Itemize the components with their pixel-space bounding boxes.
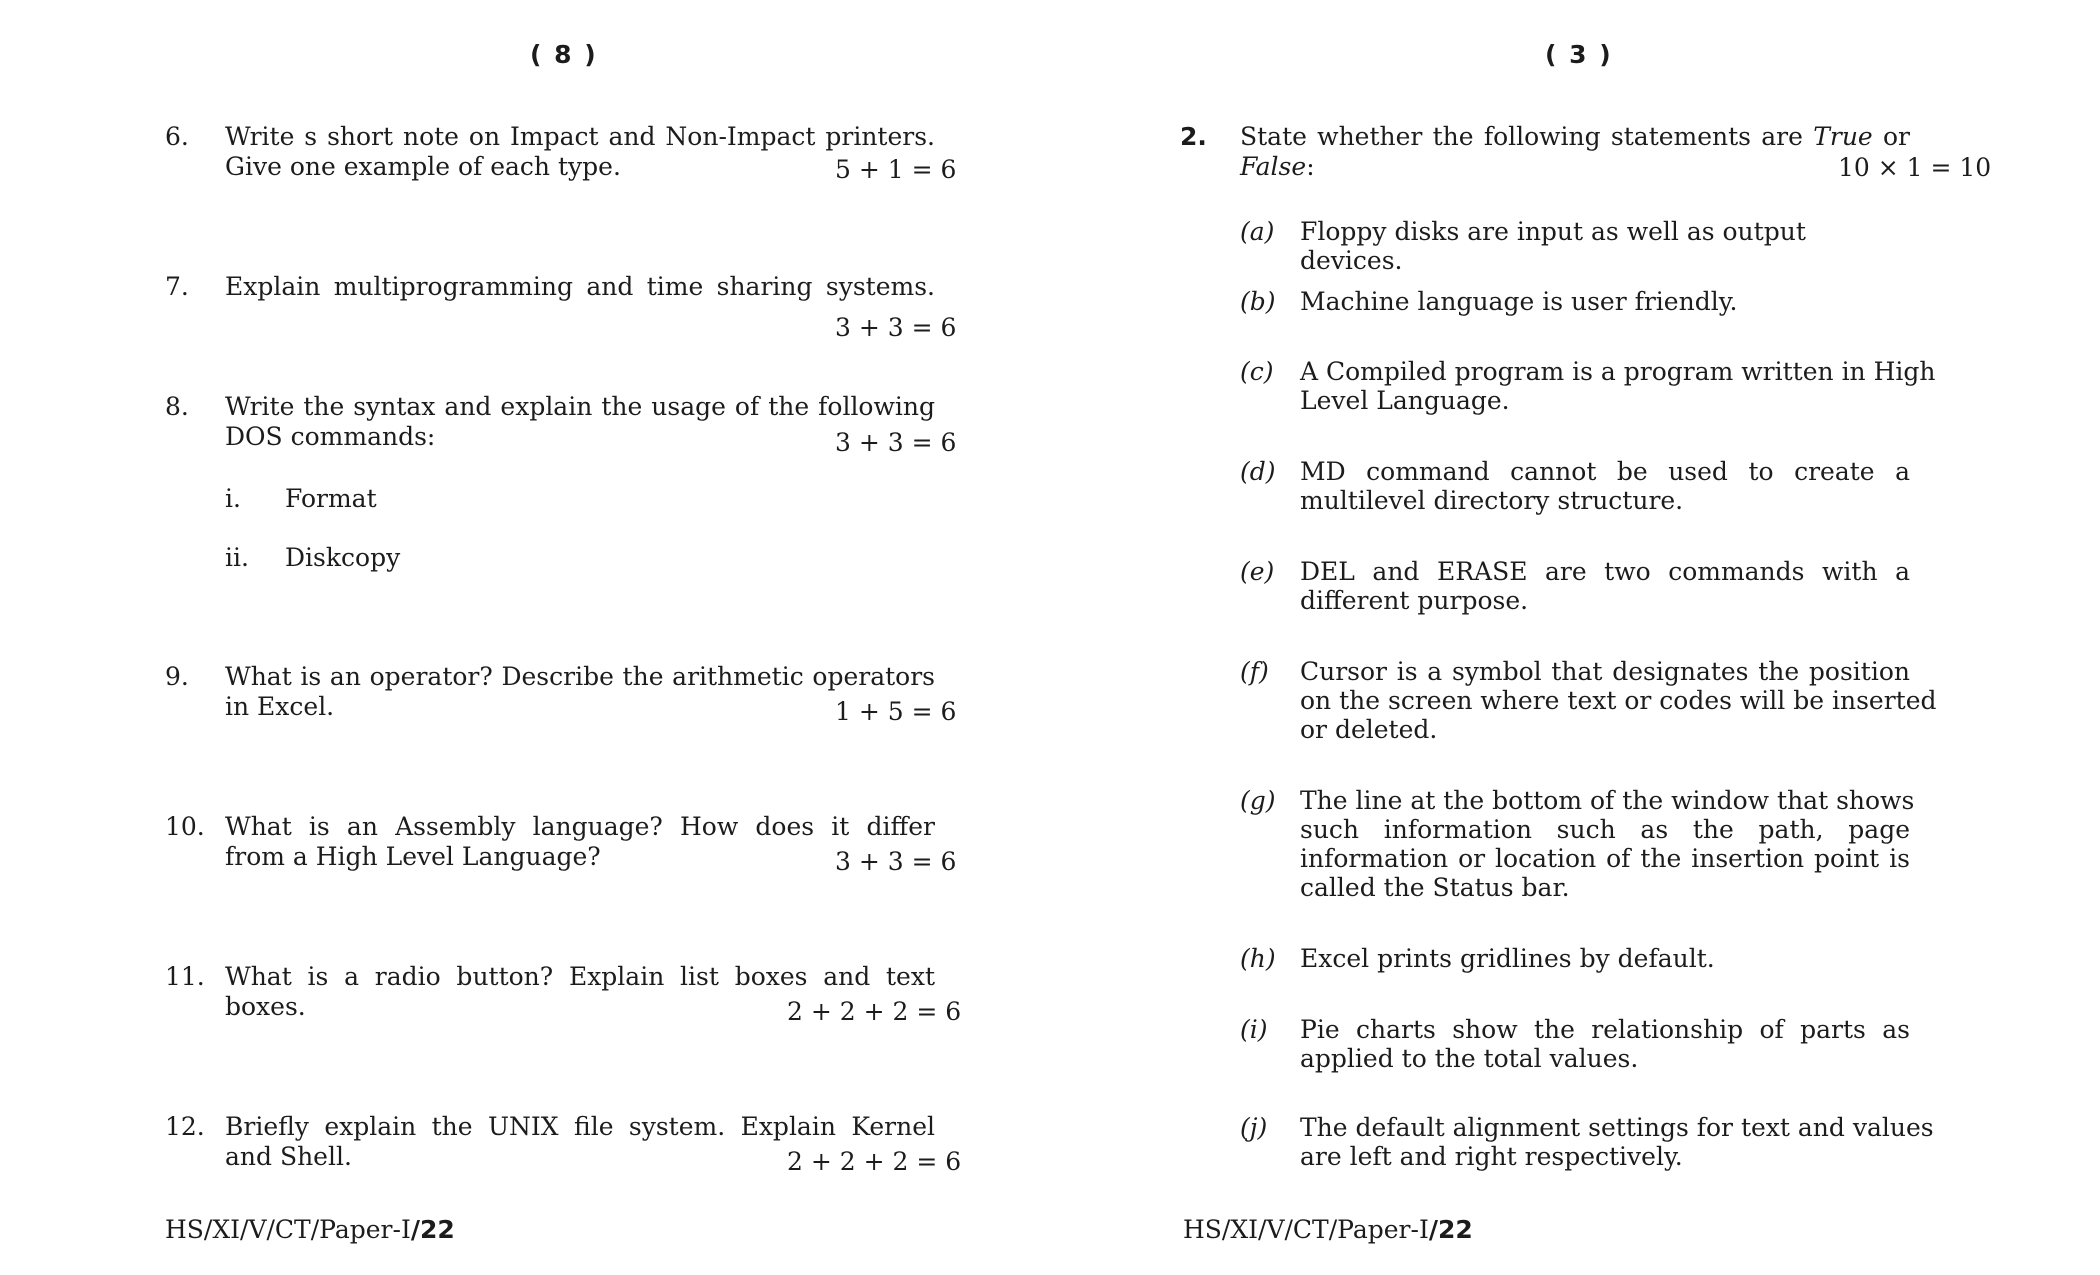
question-text-line: DOS commands: — [225, 422, 436, 451]
marks-q2: 10 × 1 = 10 — [1838, 153, 1992, 182]
statement-text-line: or deleted. — [1300, 715, 1438, 744]
question-text-line: What is a radio button? Explain list boxes and text — [225, 962, 935, 991]
question-text-line: boxes. — [225, 992, 306, 1021]
question-number: 6. — [165, 122, 189, 151]
list-item-label: i. — [225, 484, 241, 513]
list-item-label: ii. — [225, 543, 249, 572]
question-text-line: from a High Level Language? — [225, 842, 601, 871]
statement-text-line: MD command cannot be used to create a — [1300, 457, 1910, 486]
statement-text-line: Machine language is user friendly. — [1300, 287, 1738, 316]
statement-text-line: DEL and ERASE are two commands with a — [1300, 557, 1910, 586]
statement-text-line: multilevel directory structure. — [1300, 486, 1684, 515]
marks-q12: 2 + 2 + 2 = 6 — [787, 1147, 962, 1176]
question-text-line: What is an Assembly language? How does it differ — [225, 812, 935, 841]
question-text-line: Write the syntax and explain the usage of the following — [225, 392, 935, 421]
statement-label: (g) — [1240, 786, 1276, 815]
statement-text-line: The default alignment settings for text and values — [1300, 1113, 1934, 1142]
statement-label: (d) — [1240, 457, 1276, 486]
list-item-text: Diskcopy — [285, 543, 401, 572]
question-intro-line — [1240, 122, 1910, 152]
intro-or: or — [1882, 122, 1910, 151]
statement-text-line: applied to the total values. — [1300, 1044, 1639, 1073]
question-number: 7. — [165, 272, 189, 301]
intro-true: True — [1813, 122, 1873, 151]
question-text-line: Write s short note on Impact and Non-Impact printers. — [225, 122, 935, 151]
question-number: 11. — [165, 962, 205, 991]
statement-text-line: Cursor is a symbol that designates the position — [1300, 657, 1910, 686]
statement-label: (a) — [1240, 217, 1275, 246]
statement-text-line: are left and right respectively. — [1300, 1142, 1683, 1171]
marks-q9: 1 + 5 = 6 — [835, 697, 957, 726]
statement-label: (i) — [1240, 1015, 1268, 1044]
question-text-line: What is an operator? Describe the arithmetic operators — [225, 662, 935, 691]
intro-text: State whether the following statements are — [1240, 122, 1803, 151]
statement-text-line: information or location of the insertion point is — [1300, 844, 1910, 873]
statement-label: (c) — [1240, 357, 1274, 386]
question-text-line: Give one example of each type. — [225, 152, 621, 181]
statement-text-line: such information such as the path, page — [1300, 815, 1910, 844]
question-number: 9. — [165, 662, 189, 691]
intro-false: False — [1240, 152, 1307, 181]
footer-suffix: /22 — [410, 1215, 455, 1244]
statement-label: (h) — [1240, 944, 1276, 973]
marks-q11: 2 + 2 + 2 = 6 — [787, 997, 962, 1026]
footer-code: HS/XI/V/CT/Paper-I — [1183, 1215, 1429, 1244]
statement-label: (f) — [1240, 657, 1269, 686]
marks-q8: 3 + 3 = 6 — [835, 428, 957, 457]
statement-text-line: different purpose. — [1300, 586, 1529, 615]
statement-text-line: Floppy disks are input as well as output devices. — [1300, 217, 1806, 275]
question-number: 10. — [165, 812, 205, 841]
statement-label: (j) — [1240, 1113, 1268, 1142]
statement-text-line: The line at the bottom of the window that shows — [1300, 786, 1915, 815]
page-number-right: ( 3 ) — [1545, 40, 1613, 69]
footer-code-left — [165, 1215, 455, 1245]
statement-text-line: Level Language. — [1300, 386, 1510, 415]
statement-text-line: Excel prints gridlines by default. — [1300, 944, 1715, 973]
statement-text-line: A Compiled program is a program written in High — [1300, 357, 1936, 386]
question-text-line: Briefly explain the UNIX file system. Explain Kernel — [225, 1112, 935, 1141]
question-text-line: and Shell. — [225, 1142, 352, 1171]
statement-label: (b) — [1240, 287, 1276, 316]
intro-colon: : — [1306, 152, 1315, 181]
question-text-line: in Excel. — [225, 692, 335, 721]
question-number: 2. — [1180, 122, 1207, 151]
statement-text-line: Pie charts show the relationship of parts as — [1300, 1015, 1910, 1044]
question-number: 8. — [165, 392, 189, 421]
question-text-line: Explain multiprogramming and time sharing systems. — [225, 272, 935, 301]
marks-q6: 5 + 1 = 6 — [835, 155, 957, 184]
statement-text-line: called the Status bar. — [1300, 873, 1570, 902]
question-number: 12. — [165, 1112, 205, 1141]
marks-q10: 3 + 3 = 6 — [835, 847, 957, 876]
list-item-text: Format — [285, 484, 377, 513]
footer-code-right — [1183, 1215, 1473, 1245]
question-intro-line — [1240, 152, 1910, 182]
page-number-left: ( 8 ) — [530, 40, 598, 69]
marks-q7: 3 + 3 = 6 — [835, 313, 957, 342]
statement-text-line: on the screen where text or codes will be inserted — [1300, 686, 1937, 715]
footer-suffix: /22 — [1428, 1215, 1473, 1244]
footer-code: HS/XI/V/CT/Paper-I — [165, 1215, 411, 1244]
statement-label: (e) — [1240, 557, 1275, 586]
